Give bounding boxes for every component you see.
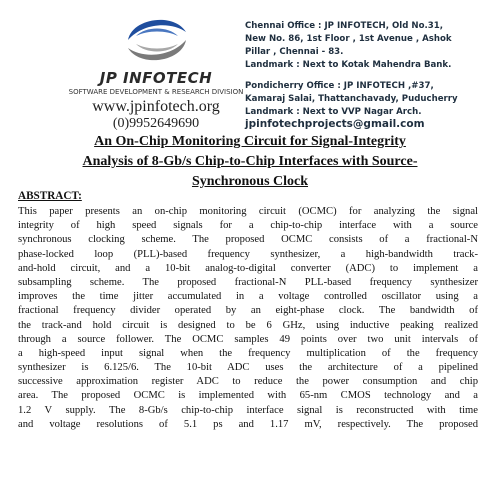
- abstract-line: improves the time jitter accumulated in a voltage controlled oscillator using a: [18, 291, 478, 303]
- paper-title: [40, 132, 460, 192]
- abstract-line: a high-speed input signal when the frequency multiplication of the frequency: [18, 347, 478, 359]
- chennai-address-line: New No. 86, 1st Floor , 1st Avenue , Ashok: [245, 34, 452, 44]
- abstract-line: successive approximation register ADC to reduce the power consumption and chip: [18, 376, 478, 388]
- pondicherry-address-line: Landmark : Next to VVP Nagar Arch.: [245, 107, 422, 117]
- abstract-line: phase-locked loop (PLL)-based frequency synthesizer, a high-bandwidth track-: [18, 248, 478, 260]
- abstract-line: 1.2 V supply. The 8-Gb/s chip-to-chip interface signal is reconstructed with time: [18, 404, 478, 416]
- abstract-line: and voltage resolutions of 5.1 ps and 1.17 mV, respectively. The proposed: [18, 418, 478, 430]
- pondicherry-office-address: [245, 80, 458, 119]
- pondicherry-address-line: Pondicherry Office : JP INFOTECH ,#37,: [245, 81, 434, 91]
- abstract-heading: ABSTRACT:: [18, 190, 82, 202]
- abstract-text: [18, 205, 478, 432]
- letterhead: [0, 0, 495, 131]
- jp-infotech-logo-icon: [122, 10, 192, 70]
- abstract-line: subsampling scheme. The proposed fractional-N PLL-based frequency synthesizer: [18, 276, 478, 288]
- company-email: jpinfotechprojects@gmail.com: [245, 118, 425, 130]
- company-phone: (0)9952649690: [112, 116, 200, 131]
- abstract-line: area. The proposed OCMC is implemented with 65-nm CMOS technology and a: [18, 390, 478, 402]
- chennai-address-line: Pillar , Chennai - 83.: [245, 47, 344, 57]
- pondicherry-address-line: Kamaraj Salai, Thattanchavady, Puducherry: [245, 94, 458, 104]
- abstract-line: This paper presents an on-chip monitoring circuit (OCMC) for analyzing the signal: [18, 206, 478, 217]
- company-division: SOFTWARE DEVELOPMENT & RESEARCH DIVISION: [68, 88, 244, 96]
- company-name: JP INFOTECH: [99, 69, 213, 87]
- chennai-address-line: Chennai Office : JP INFOTECH, Old No.31,: [245, 21, 443, 31]
- chennai-address-line: Landmark : Next to Kotak Mahendra Bank.: [245, 60, 452, 70]
- company-website: www.jpinfotech.org: [92, 98, 220, 115]
- abstract-line: synthesizer is 6.125/6. The 10-bit ADC uses the architecture of a pipelined: [18, 362, 478, 374]
- company-branding: [66, 10, 246, 131]
- abstract-line: integrity of high speed signals for a chip-to-chip interface with a source: [18, 220, 478, 232]
- abstract-line: fractional frequency divider operated by an eight-phase clock. The bandwidth of: [18, 305, 478, 317]
- chennai-office-address: [245, 20, 452, 72]
- abstract-line: synchronous clocking scheme. The proposed OCMC consists of a fractional-N: [18, 234, 478, 246]
- abstract-line: through a source follower. The OCMC samples 49 points over two unit intervals of: [18, 333, 478, 345]
- abstract-line: and-hold circuit, and a 10-bit analog-to-digital converter (ADC) to implement a: [18, 262, 478, 274]
- title-line: Analysis of 8-Gb/s Chip-to-Chip Interfaces with Source-: [82, 154, 418, 169]
- title-line: Synchronous Clock: [191, 174, 309, 189]
- abstract-line: the track-and hold circuit is designed to be 6 GHz, using inductive peaking realized: [18, 319, 478, 331]
- title-line: An On-Chip Monitoring Circuit for Signal-Integrity: [94, 134, 406, 149]
